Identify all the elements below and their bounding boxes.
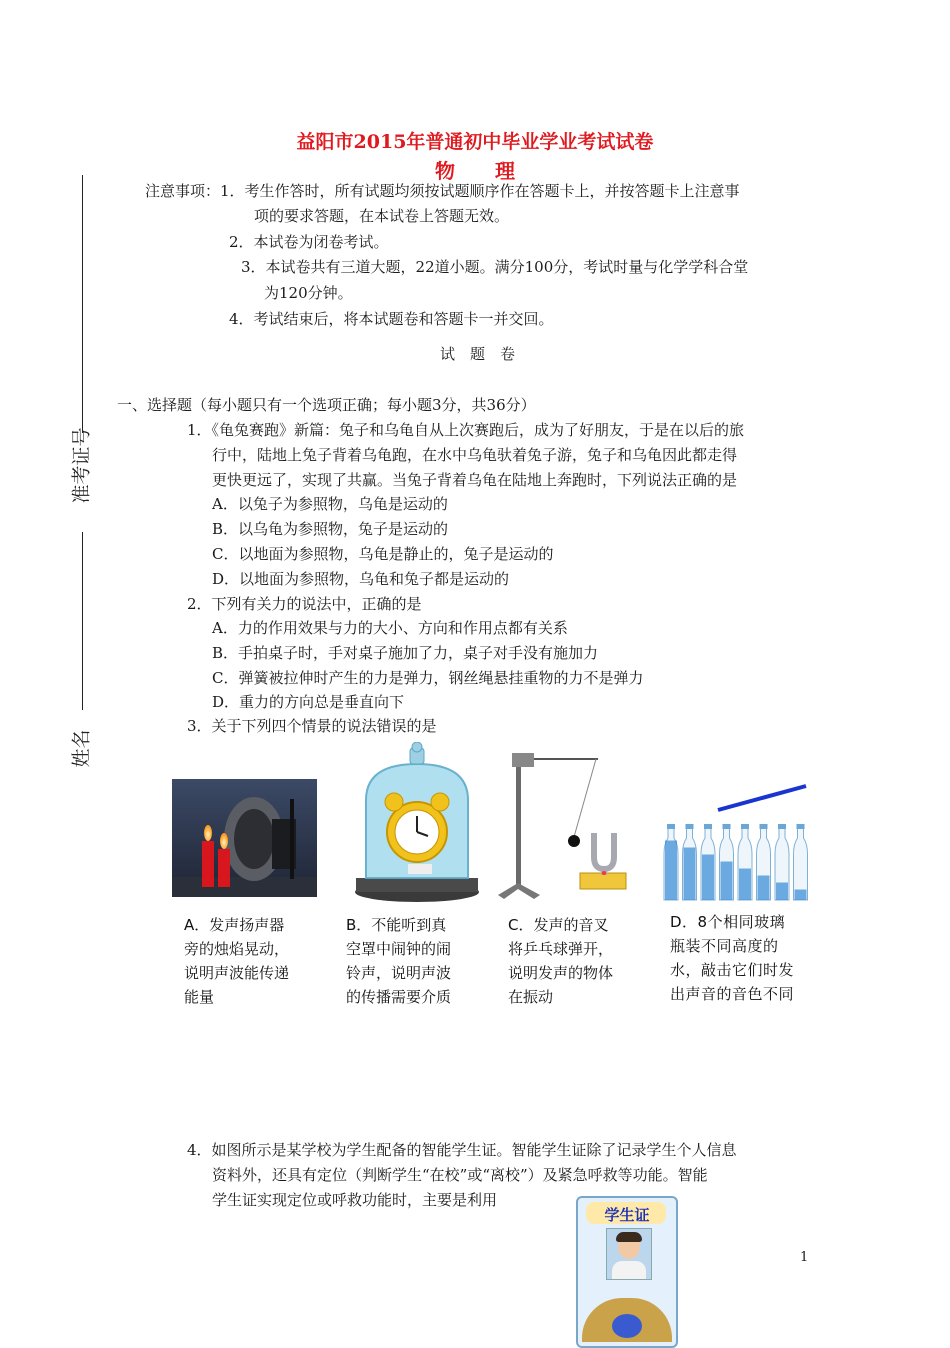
caption-d-line: 水，敲击它们时发 (670, 961, 795, 979)
name-line (82, 532, 83, 710)
caption-c-line: C．发声的音叉 (508, 916, 609, 934)
bell-jar-clock-image (350, 742, 485, 904)
caption-d-line: D．8个相同玻璃 (670, 913, 786, 931)
bottle-neck (778, 824, 786, 829)
glass-bottle (794, 828, 808, 900)
part1-heading: 一、选择题（每小题只有一个选项正确；每小题3分，共36分） (117, 396, 536, 414)
q1-option-d: D．以地面为参照物，乌龟和兔子都是运动的 (212, 570, 510, 588)
caption-b-line: 铃声，说明声波 (346, 964, 452, 982)
notice-line-6: 4．考试结束后，将本试题卷和答题卡一并交回。 (229, 310, 554, 328)
caption-c-line: 将乒乓球弹开， (508, 940, 614, 958)
student-photo (606, 1228, 652, 1280)
q4-line-2: 资料外，还具有定位（判断学生“在校”或“离校”）及紧急呼救等功能。智能 (212, 1166, 708, 1184)
glass-bottles-image (660, 784, 810, 904)
q1-line-1: 1．《龟兔赛跑》新篇：兔子和乌龟自从上次赛跑后，成为了好朋友，于是在以后的旅 (187, 421, 745, 439)
bottle-water (795, 890, 807, 901)
notice-line-4: 3．本试卷共有三道大题，22道小题。满分100分，考试时量与化学学科合堂 (241, 258, 749, 276)
bottle-water (702, 855, 714, 901)
bottle-neck (797, 824, 805, 829)
caption-a-line: A．发声扬声器 (184, 916, 285, 934)
bottle-water (776, 883, 788, 901)
q3-caption-b (346, 913, 451, 1009)
bottle-water (721, 862, 733, 901)
section-title: 试 题 卷 (440, 345, 516, 363)
notice-line-3: 2．本试卷为闭卷考试。 (229, 233, 389, 251)
caption-a-line: 说明声波能传递 (184, 964, 290, 982)
q1-line-3: 更快更远了，实现了共赢。当兔子背着乌龟在陆地上奔跑时，下列说法正确的是 (212, 471, 738, 489)
notice-line-5: 为120分钟。 (264, 284, 353, 302)
bottle-neck (723, 824, 731, 829)
notice-line-2: 项的要求答题，在本试卷上答题无效。 (254, 207, 510, 225)
bottle-water (758, 876, 770, 901)
caption-c-line: 在振动 (508, 988, 554, 1006)
q2-option-c: C．弹簧被拉伸时产生的力是弹力，钢丝绳悬挂重物的力不是弹力 (212, 669, 644, 687)
bottle-neck (686, 824, 694, 829)
exam-id-line (82, 175, 83, 433)
q3-caption-c (508, 913, 613, 1009)
name-label: 姓名 (70, 729, 93, 768)
bottle-neck (760, 824, 768, 829)
bottle-water (739, 869, 751, 901)
caption-b-line: B．不能听到真 (346, 916, 447, 934)
q2-option-a: A．力的作用效果与力的大小、方向和作用点都有关系 (212, 619, 568, 637)
q3-stem: 3．关于下列四个情景的说法错误的是 (187, 717, 437, 735)
q2-stem: 2．下列有关力的说法中，正确的是 (187, 595, 422, 613)
exam-title: 益阳市2015年普通初中毕业学业考试试卷 (296, 131, 654, 153)
caption-b-line: 空罩中闹钟的闹 (346, 940, 452, 958)
q2-option-b: B．手拍桌子时，手对桌子施加了力，桌子对手没有施加力 (212, 644, 599, 662)
caption-b-line: 的传播需要介质 (346, 988, 452, 1006)
notice-line-1: 注意事项：1．考生作答时，所有试题均须按试题顺序作在答题卡上，并按答题卡上注意事 (145, 182, 740, 200)
q2-option-d: D．重力的方向总是垂直向下 (212, 693, 405, 711)
bottle-water (684, 848, 696, 901)
bottle-neck (704, 824, 712, 829)
caption-a-line: 旁的烛焰晃动， (184, 940, 290, 958)
student-card-title: 学生证 (604, 1206, 650, 1224)
caption-d-line: 瓶装不同高度的 (670, 937, 779, 955)
caption-a-line: 能量 (184, 988, 215, 1006)
q4-line-1: 4．如图所示是某学校为学生配备的智能学生证。智能学生证除了记录学生个人信息 (187, 1141, 737, 1159)
caption-c-line: 说明发声的物体 (508, 964, 614, 982)
bottle-neck (741, 824, 749, 829)
caption-d-line: 出声音的音色不同 (670, 985, 795, 1003)
q4-line-3: 学生证实现定位或呼救功能时，主要是利用 (212, 1191, 498, 1209)
q1-option-a: A．以兔子为参照物，乌龟是运动的 (212, 495, 448, 513)
exam-id-label: 准考证号 (70, 427, 93, 504)
q1-option-c: C．以地面为参照物，乌龟是静止的，兔子是运动的 (212, 545, 554, 563)
bottle-water (665, 841, 677, 901)
bottle-neck (667, 824, 675, 829)
q1-option-b: B．以乌龟为参照物，兔子是运动的 (212, 520, 449, 538)
subject-title: 物 理 (435, 159, 515, 183)
page-number: 1 (800, 1250, 809, 1265)
speaker-candle-image (172, 779, 317, 897)
q1-line-2: 行中，陆地上兔子背着乌龟跑，在水中乌龟驮着兔子游，兔子和乌龟因此都走得 (212, 446, 738, 464)
student-card-image (576, 1196, 678, 1348)
q3-caption-a (184, 913, 289, 1009)
q3-caption-d (670, 910, 794, 1006)
tuning-fork-image (498, 745, 633, 900)
